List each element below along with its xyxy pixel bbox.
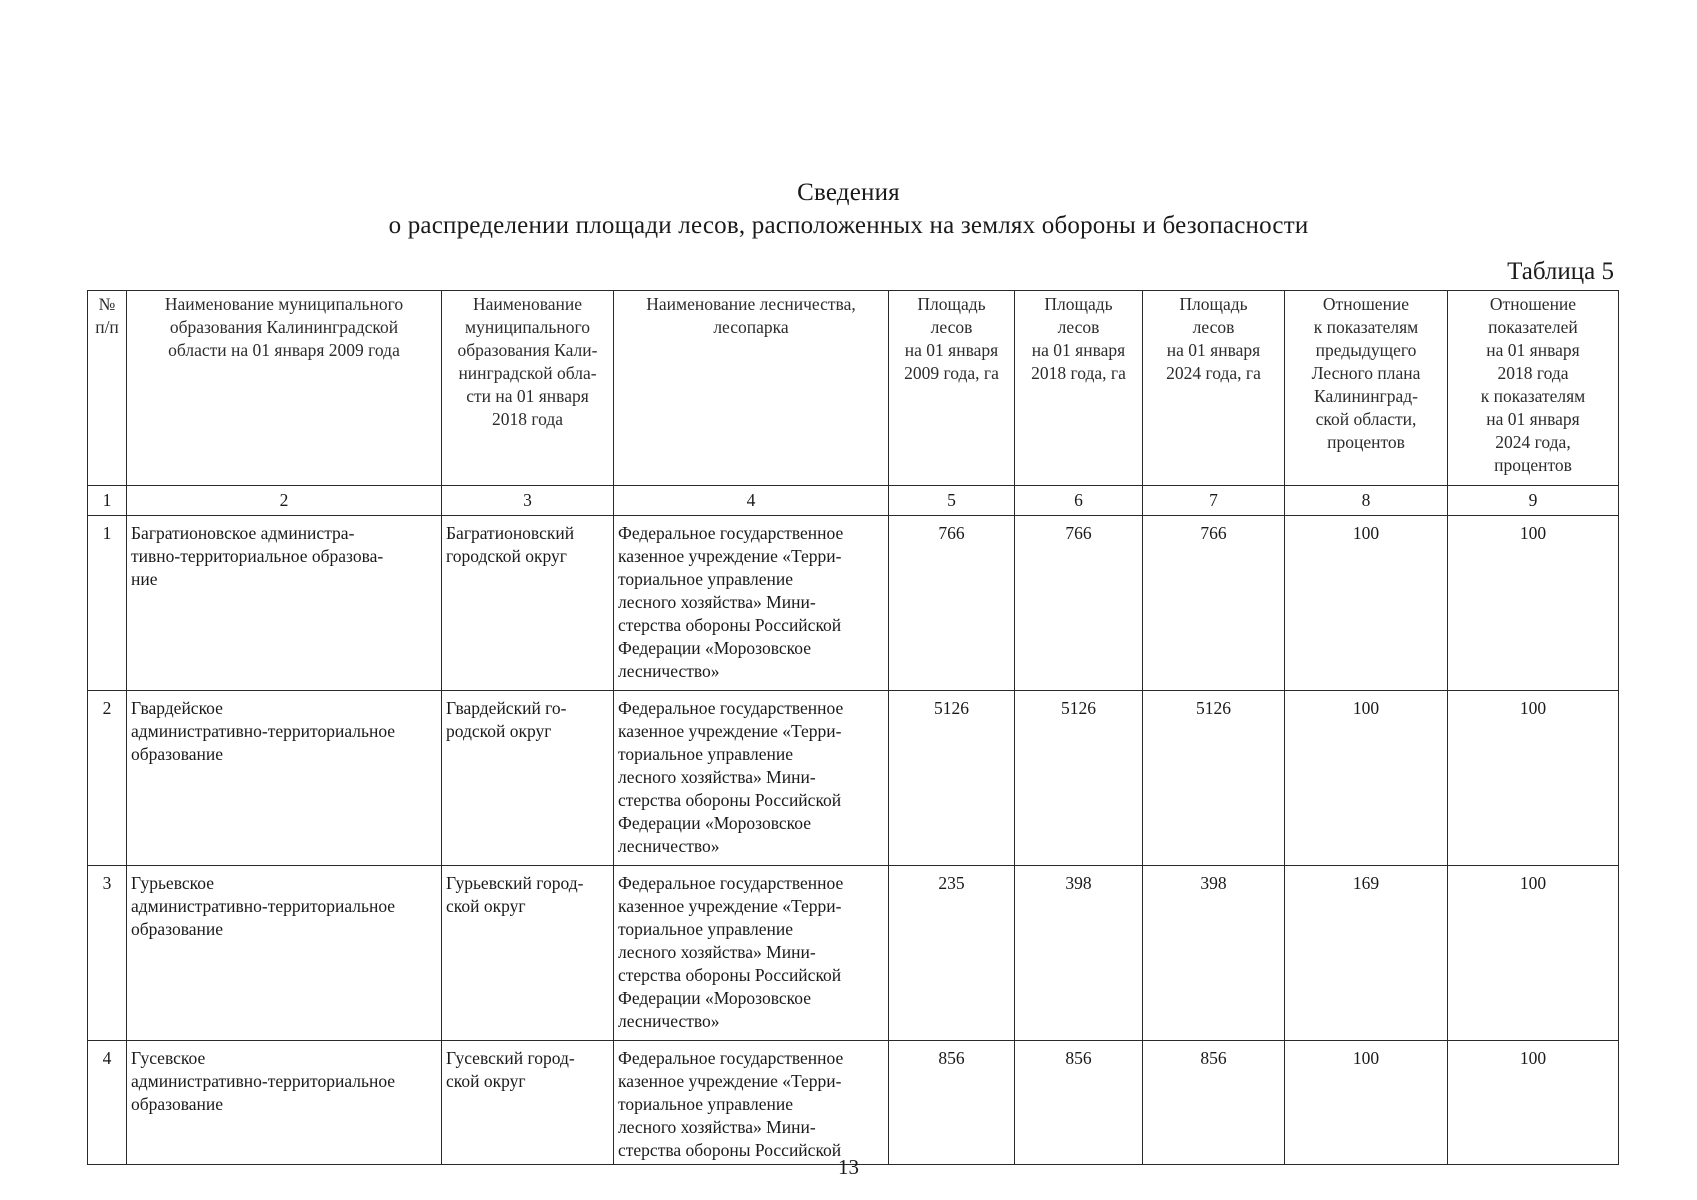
- mo-2009-cell: Гусевское административно-территориальное образование: [127, 1041, 442, 1165]
- header-cell-mo-2018: Наименование муниципального образования Кали- нинградской обла- сти на 01 января 2018 года: [442, 291, 614, 486]
- area-2018-cell: 856: [1015, 1041, 1143, 1165]
- table-header-row: [88, 291, 1619, 486]
- area-2024-cell: 856: [1143, 1041, 1285, 1165]
- column-number-cell: 8: [1285, 486, 1448, 516]
- table-label: Таблица 5: [1507, 258, 1614, 285]
- area-2024-cell: 5126: [1143, 691, 1285, 866]
- mo-2018-cell: Гурьевский город- ской округ: [442, 866, 614, 1041]
- header-cell-area-2009: Площадь лесов на 01 января 2009 года, га: [889, 291, 1015, 486]
- column-number-cell: 5: [889, 486, 1015, 516]
- table-row: [88, 516, 1619, 691]
- header-cell-forestry: Наименование лесничества, лесопарка: [614, 291, 889, 486]
- mo-2009-cell: Гурьевское административно-территориальное образование: [127, 866, 442, 1041]
- ratio-prev-cell: 100: [1285, 516, 1448, 691]
- header-cell-mo-2009: Наименование муниципального образования Калининградской области на 01 января 2009 года: [127, 291, 442, 486]
- area-2009-cell: 5126: [889, 691, 1015, 866]
- ratio-2018-2024-cell: 100: [1448, 866, 1619, 1041]
- header-cell-number: № п/п: [88, 291, 127, 486]
- forestry-cell: Федеральное государственное казенное учреждение «Терри- ториальное управление лесного хозяйства» Мини- стерства обороны Российской Федерации «Морозовское лесничество»: [614, 866, 889, 1041]
- area-2024-cell: 398: [1143, 866, 1285, 1041]
- header-cell-area-2018: Площадь лесов на 01 января 2018 года, га: [1015, 291, 1143, 486]
- mo-2009-cell: Багратионовское администра- тивно-территориальное образова- ние: [127, 516, 442, 691]
- row-number-cell: 1: [88, 516, 127, 691]
- forestry-cell: Федеральное государственное казенное учреждение «Терри- ториальное управление лесного хозяйства» Мини- стерства обороны Российской Федерации «Морозовское лесничество»: [614, 516, 889, 691]
- forestry-cell: Федеральное государственное казенное учреждение «Терри- ториальное управление лесного хозяйства» Мини- стерства обороны Российской Федерации «Морозовское лесничество»: [614, 691, 889, 866]
- area-2009-cell: 766: [889, 516, 1015, 691]
- forestry-cell: Федеральное государственное казенное учреждение «Терри- ториальное управление лесного хозяйства» Мини- стерства обороны Российской: [614, 1041, 889, 1165]
- column-number-cell: 4: [614, 486, 889, 516]
- row-number-cell: 3: [88, 866, 127, 1041]
- area-2009-cell: 235: [889, 866, 1015, 1041]
- header-cell-area-2024: Площадь лесов на 01 января 2024 года, га: [1143, 291, 1285, 486]
- table-row: [88, 1041, 1619, 1165]
- column-number-cell: 6: [1015, 486, 1143, 516]
- column-number-cell: 9: [1448, 486, 1619, 516]
- area-2018-cell: 766: [1015, 516, 1143, 691]
- column-number-cell: 3: [442, 486, 614, 516]
- document-title: Сведения: [797, 179, 900, 206]
- header-cell-ratio-prev: Отношение к показателям предыдущего Лесного плана Калининград- ской области, процентов: [1285, 291, 1448, 486]
- area-2024-cell: 766: [1143, 516, 1285, 691]
- page-number: 13: [838, 1155, 859, 1179]
- ratio-prev-cell: 169: [1285, 866, 1448, 1041]
- ratio-2018-2024-cell: 100: [1448, 516, 1619, 691]
- column-number-cell: 7: [1143, 486, 1285, 516]
- mo-2018-cell: Багратионовский городской округ: [442, 516, 614, 691]
- column-number-cell: 1: [88, 486, 127, 516]
- ratio-prev-cell: 100: [1285, 1041, 1448, 1165]
- row-number-cell: 2: [88, 691, 127, 866]
- row-number-cell: 4: [88, 1041, 127, 1165]
- forest-area-table: [87, 290, 1619, 1165]
- ratio-2018-2024-cell: 100: [1448, 1041, 1619, 1165]
- mo-2018-cell: Гвардейский го- родской округ: [442, 691, 614, 866]
- table-row: [88, 866, 1619, 1041]
- header-cell-ratio-2018-2024: Отношение показателей на 01 января 2018 года к показателям на 01 января 2024 года, процентов: [1448, 291, 1619, 486]
- area-2009-cell: 856: [889, 1041, 1015, 1165]
- area-2018-cell: 5126: [1015, 691, 1143, 866]
- column-number-cell: 2: [127, 486, 442, 516]
- area-2018-cell: 398: [1015, 866, 1143, 1041]
- ratio-2018-2024-cell: 100: [1448, 691, 1619, 866]
- mo-2009-cell: Гвардейское административно-территориальное образование: [127, 691, 442, 866]
- document-subtitle: о распределении площади лесов, расположенных на землях обороны и безопасности: [388, 212, 1309, 239]
- mo-2018-cell: Гусевский город- ской округ: [442, 1041, 614, 1165]
- column-number-row: [88, 486, 1619, 516]
- ratio-prev-cell: 100: [1285, 691, 1448, 866]
- table-row: [88, 691, 1619, 866]
